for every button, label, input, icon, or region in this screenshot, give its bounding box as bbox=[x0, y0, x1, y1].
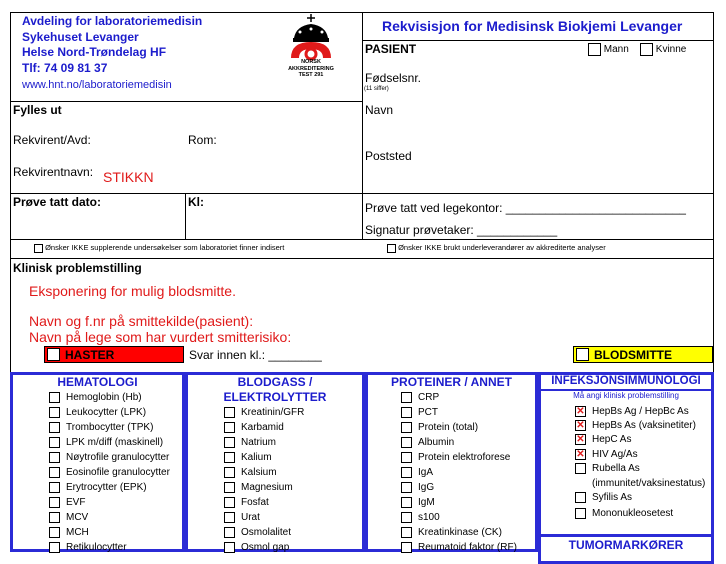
blood-infection-box[interactable] bbox=[573, 346, 713, 363]
blood-gas-checkbox[interactable] bbox=[224, 467, 235, 478]
infection-section bbox=[538, 372, 714, 537]
hematology-item[interactable] bbox=[49, 407, 146, 418]
blood-gas-checkbox[interactable] bbox=[224, 422, 235, 433]
requester-name-label: Rekvirentnavn: bbox=[13, 165, 94, 179]
infection-checkbox[interactable] bbox=[575, 420, 586, 431]
blood-gas-label: Kalium bbox=[241, 452, 272, 464]
hematology-item[interactable] bbox=[49, 437, 163, 448]
infection-label: Rubella As bbox=[592, 463, 640, 475]
dob-label: Fødselsnr. bbox=[365, 71, 422, 85]
proteins-label: PCT bbox=[418, 407, 438, 419]
infection-label: HIV Ag/As bbox=[592, 449, 638, 461]
infection-item[interactable] bbox=[575, 492, 632, 503]
blood-gas-label: Osmol gap bbox=[241, 542, 290, 554]
blood-gas-item[interactable] bbox=[224, 527, 291, 538]
proteins-label: IgA bbox=[418, 467, 434, 479]
infection-label: HepBs Ag / HepBc As bbox=[592, 406, 689, 418]
blood-gas-checkbox[interactable] bbox=[224, 407, 235, 418]
hematology-checkbox[interactable] bbox=[49, 437, 60, 448]
blood-gas-item[interactable] bbox=[224, 497, 269, 508]
proteins-label: Kreatinkinase (CK) bbox=[418, 527, 502, 539]
blood-gas-checkbox[interactable] bbox=[224, 512, 235, 523]
infection-label: (immunitet/vaksinestatus) bbox=[592, 478, 706, 489]
hematology-label: Retikulocytter bbox=[66, 542, 127, 554]
proteins-item[interactable] bbox=[401, 437, 454, 448]
blood-gas-item[interactable] bbox=[224, 452, 272, 463]
blood-infection-label: BLODSMITTE bbox=[594, 348, 672, 362]
proteins-item[interactable] bbox=[401, 497, 435, 508]
infection-checkbox[interactable] bbox=[575, 449, 586, 460]
no-subcontractors-checkbox[interactable] bbox=[387, 244, 396, 253]
blood-gas-checkbox[interactable] bbox=[224, 482, 235, 493]
no-extra-checkbox[interactable] bbox=[34, 244, 43, 253]
infection-subtitle: Må angi klinisk problemstilling bbox=[573, 391, 679, 400]
requester-name-value[interactable]: STIKKN bbox=[103, 169, 154, 185]
proteins-checkbox[interactable] bbox=[401, 392, 412, 403]
fill-header: Fylles ut bbox=[13, 103, 62, 117]
blood-gas-item[interactable] bbox=[224, 437, 276, 448]
hematology-item[interactable] bbox=[49, 452, 169, 463]
blood-gas-item[interactable] bbox=[224, 482, 293, 493]
infection-label: HepC As bbox=[592, 434, 632, 446]
blood-gas-label: Fosfat bbox=[241, 497, 269, 509]
infection-label: HepBs As (vaksinetiter) bbox=[592, 420, 696, 432]
lab-info bbox=[22, 14, 202, 76]
hematology-item[interactable] bbox=[49, 392, 142, 403]
proteins-item[interactable] bbox=[401, 392, 439, 403]
female-checkbox[interactable] bbox=[640, 43, 653, 56]
requester-label: Rekvirent/Avd: bbox=[13, 133, 91, 147]
hematology-label: MCV bbox=[66, 512, 89, 524]
lab-trust: Helse Nord-Trøndelag HF bbox=[22, 45, 167, 59]
hematology-section bbox=[10, 372, 185, 552]
hematology-item[interactable] bbox=[49, 527, 89, 538]
logo-line1: NORSK bbox=[301, 59, 321, 65]
hematology-item[interactable] bbox=[49, 422, 153, 433]
hematology-label: Eosinofile granulocytter bbox=[66, 467, 170, 479]
proteins-label: CRP bbox=[418, 392, 440, 404]
hematology-checkbox[interactable] bbox=[49, 527, 60, 538]
blood-gas-label: Karbamid bbox=[241, 422, 284, 434]
hematology-label: Nøytrofile granulocytter bbox=[66, 452, 170, 464]
infection-checkbox[interactable] bbox=[575, 434, 586, 445]
lab-website[interactable]: www.hnt.no/laboratoriemedisin bbox=[22, 79, 172, 91]
proteins-section bbox=[365, 372, 538, 552]
proteins-checkbox[interactable] bbox=[401, 407, 412, 418]
infection-item[interactable] bbox=[575, 406, 689, 417]
blood-gas-item[interactable] bbox=[224, 542, 289, 553]
proteins-item[interactable] bbox=[401, 542, 517, 553]
infection-label: Syfilis As bbox=[592, 492, 633, 504]
hematology-label: LPK m/diff (maskinell) bbox=[66, 437, 164, 449]
clinical-line2: Navn og f.nr på smittekilde(pasient): bbox=[29, 313, 254, 329]
proteins-label: Protein elektroforese bbox=[418, 452, 511, 464]
urgent-box[interactable] bbox=[44, 346, 184, 363]
infection-item[interactable] bbox=[575, 434, 631, 445]
lab-phone: Tlf: 74 09 81 37 bbox=[22, 60, 108, 75]
blood-gas-label: Natrium bbox=[241, 437, 277, 449]
hematology-checkbox[interactable] bbox=[49, 392, 60, 403]
signature-field[interactable]: Signatur prøvetaker: ____________ bbox=[365, 223, 558, 237]
blood-gas-item[interactable] bbox=[224, 422, 284, 433]
infection-checkbox[interactable] bbox=[575, 406, 586, 417]
proteins-checkbox[interactable] bbox=[401, 512, 412, 523]
hematology-checkbox[interactable] bbox=[49, 467, 60, 478]
hematology-checkbox[interactable] bbox=[49, 542, 60, 553]
infection-item[interactable] bbox=[575, 463, 640, 474]
hematology-label: Erytrocytter (EPK) bbox=[66, 482, 147, 494]
lab-department: Avdeling for laboratoriemedisin bbox=[22, 14, 203, 28]
blood-gas-section bbox=[185, 372, 365, 552]
hematology-label: Trombocytter (TPK) bbox=[66, 422, 154, 434]
hematology-checkbox[interactable] bbox=[49, 512, 60, 523]
hematology-title: HEMATOLOGI bbox=[57, 375, 138, 389]
sample-date-label: Prøve tatt dato: bbox=[13, 195, 102, 209]
blood-gas-label: Osmolalitet bbox=[241, 527, 292, 539]
male-checkbox[interactable] bbox=[588, 43, 601, 56]
proteins-item[interactable] bbox=[401, 422, 478, 433]
hematology-checkbox[interactable] bbox=[49, 497, 60, 508]
no-subcontractors-label: Ønsker IKKE brukt underleverandører av akkrediterte analyser bbox=[398, 243, 606, 252]
proteins-label: Albumin bbox=[418, 437, 455, 449]
hematology-checkbox[interactable] bbox=[49, 422, 60, 433]
proteins-checkbox[interactable] bbox=[401, 482, 412, 493]
hematology-checkbox[interactable] bbox=[49, 452, 60, 463]
no-extra-label: Ønsker IKKE supplerende undersøkelser som laboratoriet finner indisert bbox=[45, 243, 285, 252]
infection-checkbox[interactable] bbox=[575, 492, 586, 503]
taken-at-field[interactable]: Prøve tatt ved legekontor: ___________________________ bbox=[365, 201, 686, 215]
proteins-label: Reumatoid faktor (RF) bbox=[418, 542, 517, 554]
infection-label: Mononukleosetest bbox=[592, 508, 674, 520]
infection-item[interactable] bbox=[575, 449, 638, 460]
hematology-item[interactable] bbox=[49, 497, 85, 508]
hematology-checkbox[interactable] bbox=[49, 407, 60, 418]
clinical-line3: Navn på lege som har vurdert smitterisiko: bbox=[29, 329, 292, 345]
proteins-checkbox[interactable] bbox=[401, 497, 412, 508]
hematology-item[interactable] bbox=[49, 467, 170, 478]
reply-within-field[interactable]: Svar innen kl.: ________ bbox=[189, 348, 322, 362]
tumor-section bbox=[538, 534, 714, 564]
hematology-label: Hemoglobin (Hb) bbox=[66, 392, 142, 404]
hematology-label: Leukocytter (LPK) bbox=[66, 407, 147, 419]
infection-checkbox[interactable] bbox=[575, 508, 586, 519]
urgent-label: HASTER bbox=[65, 348, 115, 362]
proteins-item[interactable] bbox=[401, 467, 433, 478]
proteins-label: s100 bbox=[418, 512, 440, 524]
hematology-checkbox[interactable] bbox=[49, 482, 60, 493]
patient-header: PASIENT bbox=[365, 42, 417, 56]
blood-gas-title2: ELEKTROLYTTER bbox=[223, 390, 327, 404]
dob-hint: (11 siffer) bbox=[364, 86, 389, 92]
infection-item bbox=[592, 478, 705, 489]
accreditation-logo bbox=[282, 12, 340, 98]
blood-gas-label: Kreatinin/GFR bbox=[241, 407, 305, 419]
proteins-title: PROTEINER / ANNET bbox=[391, 375, 512, 389]
hematology-label: MCH bbox=[66, 527, 89, 539]
form-title: Rekvisisjon for Medisinsk Biokjemi Levanger bbox=[382, 18, 683, 34]
hematology-item[interactable] bbox=[49, 482, 147, 493]
blood-gas-checkbox[interactable] bbox=[224, 527, 235, 538]
blood-gas-title1: BLODGASS / bbox=[237, 375, 313, 389]
blood-gas-checkbox[interactable] bbox=[224, 452, 235, 463]
postal-label: Poststed bbox=[365, 149, 412, 163]
proteins-item[interactable] bbox=[401, 527, 502, 538]
proteins-checkbox[interactable] bbox=[401, 542, 412, 553]
proteins-checkbox[interactable] bbox=[401, 467, 412, 478]
blood-gas-item[interactable] bbox=[224, 467, 277, 478]
logo-line3: TEST 291 bbox=[298, 72, 324, 78]
blood-gas-item[interactable] bbox=[224, 512, 260, 523]
hematology-label: EVF bbox=[66, 497, 86, 509]
blood-gas-label: Magnesium bbox=[241, 482, 293, 494]
lab-hospital: Sykehuset Levanger bbox=[22, 29, 139, 44]
hematology-item[interactable] bbox=[49, 542, 127, 553]
infection-checkbox[interactable] bbox=[575, 463, 586, 474]
patient-name-label: Navn bbox=[365, 103, 394, 117]
tumor-title: TUMORMARKØRER bbox=[568, 538, 684, 552]
proteins-label: IgM bbox=[418, 497, 435, 509]
blood-gas-checkbox[interactable] bbox=[224, 497, 235, 508]
proteins-item[interactable] bbox=[401, 452, 510, 463]
blood-gas-item[interactable] bbox=[224, 407, 304, 418]
hematology-item[interactable] bbox=[49, 512, 88, 523]
room-label: Rom: bbox=[188, 133, 217, 147]
proteins-label: Protein (total) bbox=[418, 422, 479, 434]
proteins-checkbox[interactable] bbox=[401, 437, 412, 448]
clinical-header: Klinisk problemstilling bbox=[13, 261, 142, 275]
clinical-line1: Eksponering for mulig blodsmitte. bbox=[29, 283, 236, 299]
blood-gas-label: Urat bbox=[241, 512, 260, 524]
male-label: Mann bbox=[603, 44, 629, 56]
proteins-item[interactable] bbox=[401, 512, 440, 523]
blood-gas-checkbox[interactable] bbox=[224, 542, 235, 553]
infection-title: INFEKSJONSIMMUNOLOGI bbox=[551, 375, 701, 387]
blood-gas-label: Kalsium bbox=[241, 467, 277, 479]
proteins-checkbox[interactable] bbox=[401, 452, 412, 463]
proteins-label: IgG bbox=[418, 482, 435, 494]
infection-item[interactable] bbox=[575, 420, 696, 431]
infection-item[interactable] bbox=[575, 508, 673, 519]
crown-icon bbox=[282, 12, 340, 58]
time-label: Kl: bbox=[188, 195, 204, 209]
logo-line2: AKKREDITERING bbox=[288, 65, 334, 72]
proteins-checkbox[interactable] bbox=[401, 422, 412, 433]
proteins-item[interactable] bbox=[401, 407, 438, 418]
proteins-checkbox[interactable] bbox=[401, 527, 412, 538]
female-label: Kvinne bbox=[655, 44, 687, 56]
proteins-item[interactable] bbox=[401, 482, 434, 493]
blood-infection-checkbox[interactable] bbox=[576, 348, 589, 361]
urgent-checkbox[interactable] bbox=[47, 348, 60, 361]
blood-gas-checkbox[interactable] bbox=[224, 437, 235, 448]
